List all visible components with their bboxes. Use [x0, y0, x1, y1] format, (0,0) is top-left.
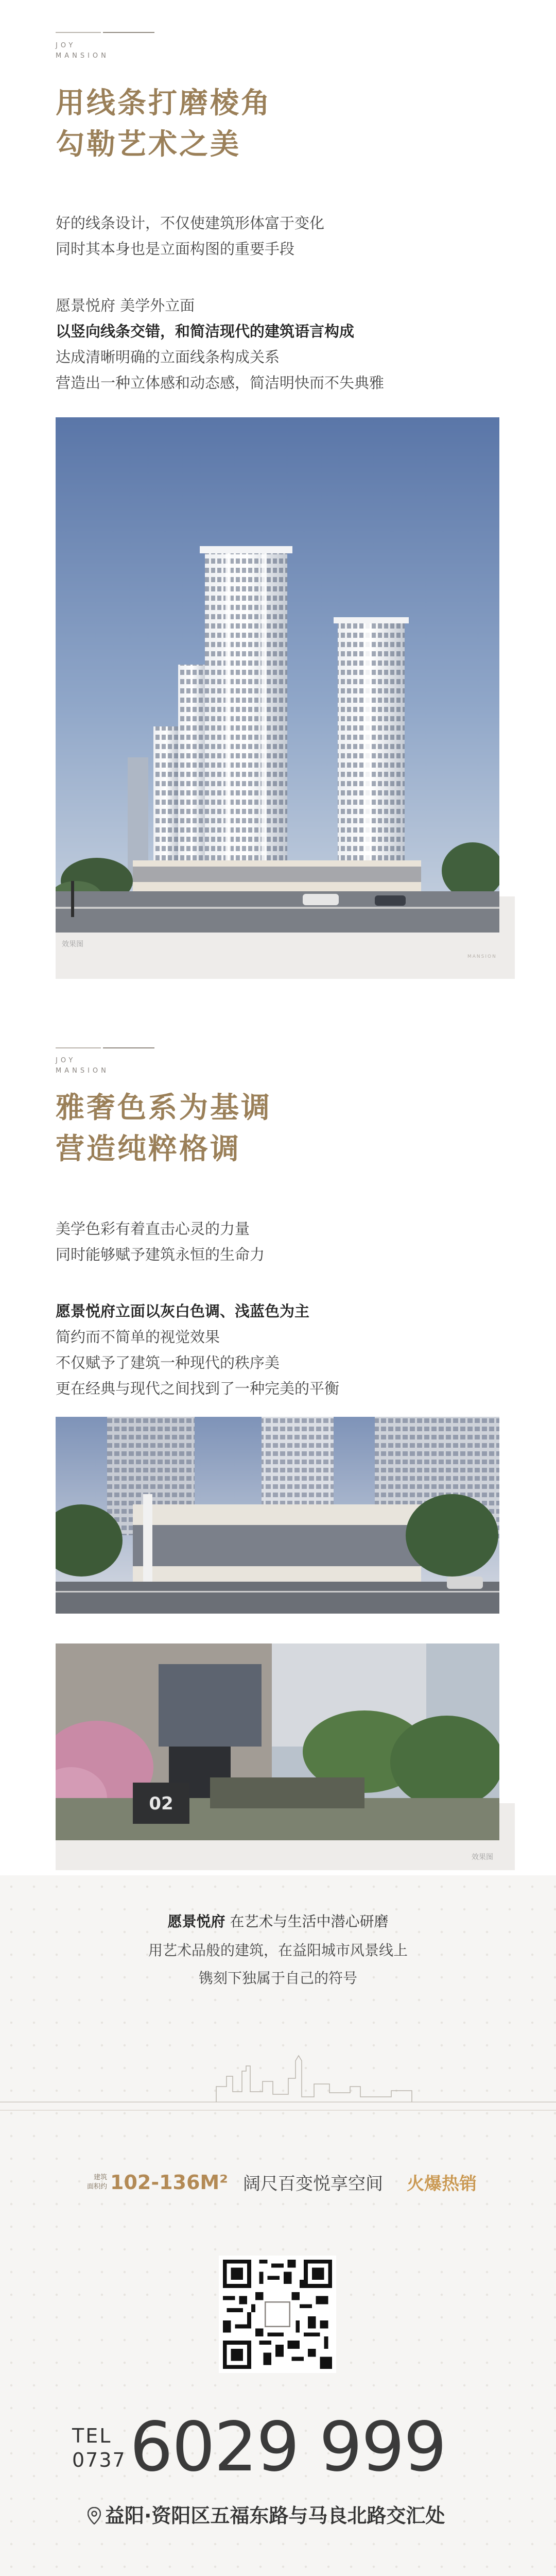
qr-code[interactable]: [219, 2256, 336, 2373]
section2-body-line3: 不仅赋予了建筑一种现代的秩序美: [56, 1354, 280, 1371]
section1-body-line1: 愿景悦府 美学外立面: [56, 297, 195, 314]
logo-line: [103, 1047, 154, 1048]
section1-heading-line2: 勾勒艺术之美: [56, 127, 241, 161]
section1-body-line3: 达成清晰明确的立面线条构成关系: [56, 348, 280, 366]
location-pin-icon: [88, 2507, 101, 2524]
logo-line: [56, 32, 101, 33]
area-label: [76, 2173, 107, 2192]
section2-intro-line1: 美学色彩有着直击心灵的力量: [56, 1220, 250, 1238]
hot-sale-label: 火爆热销: [407, 2174, 477, 2194]
section1-heading-line1: 用线条打磨棱角: [56, 86, 272, 120]
tel-label: TEL: [72, 2425, 112, 2447]
watermark-logo: MANSION: [467, 954, 497, 959]
skyline-line-art: [0, 2045, 556, 2107]
street-render-photo: [56, 1417, 499, 1614]
brand-logo-bottom: MANSION: [56, 1067, 109, 1075]
tel-area-code: 0737: [72, 2449, 126, 2471]
divider-line: [0, 2110, 556, 2111]
section1-body-line2: 以竖向线条交错，和简洁现代的建筑语言构成: [56, 323, 355, 340]
section2-body-line2: 简约而不简单的视觉效果: [56, 1328, 220, 1346]
area-label-bottom: 面积约: [86, 2183, 107, 2191]
area-range: 102-136M²: [110, 2171, 228, 2194]
section2-heading-line2: 营造纯粹格调: [56, 1132, 241, 1166]
closing-line2: 用艺术品般的建筑，在益阳城市风景线上: [148, 1942, 408, 1959]
phone-number[interactable]: 6029 999: [130, 2408, 446, 2487]
section2-body-line4: 更在经典与现代之间找到了一种完美的平衡: [56, 1380, 340, 1397]
image-backdrop: [56, 1840, 515, 1870]
closing-line1: [0, 1911, 556, 1932]
section1-body-line4: 营造出一种立体感和动态感，简洁明快而不失典雅: [56, 374, 385, 392]
closing-line3: 镌刻下独属于自己的符号: [198, 1970, 357, 1987]
building-number-sign: 02: [149, 1793, 173, 1814]
image-backdrop: [56, 933, 515, 979]
closing-brand: 愿景悦府: [167, 1913, 225, 1930]
entrance-illustration: [56, 1643, 499, 1840]
promo-slogan: 阔尺百变悦享空间: [243, 2174, 383, 2194]
building-render-photo: [56, 417, 499, 933]
image-caption: 效果图: [472, 1853, 493, 1861]
brand-logo-bottom: MANSION: [56, 52, 109, 60]
street-illustration: [56, 1417, 499, 1614]
section2-heading-line1: 雅奢色系为基调: [56, 1091, 272, 1125]
address-text: 益阳·资阳区五福东路与马良北路交汇处: [105, 2504, 445, 2527]
area-label-top: 建筑: [93, 2174, 107, 2181]
logo-line: [56, 1047, 101, 1048]
section1-intro-line1: 好的线条设计，不仅使建筑形体富于变化: [56, 214, 325, 232]
tower-illustration: [56, 417, 499, 933]
qr-code-icon: [219, 2256, 336, 2373]
brand-logo-top: JOY: [56, 1057, 76, 1064]
image-caption: 效果图: [62, 940, 83, 948]
closing-line1-rest: 在艺术与生活中潜心研磨: [225, 1913, 389, 1930]
section1-intro-line2: 同时其本身也是立面构图的重要手段: [56, 240, 295, 258]
brand-logo-top: JOY: [56, 42, 76, 49]
logo-line: [103, 32, 154, 33]
entrance-render-photo: [56, 1643, 499, 1840]
section2-body-line1: 愿景悦府立面以灰白色调、浅蓝色为主: [56, 1302, 310, 1320]
section2-intro-line2: 同时能够赋予建筑永恒的生命力: [56, 1246, 265, 1263]
